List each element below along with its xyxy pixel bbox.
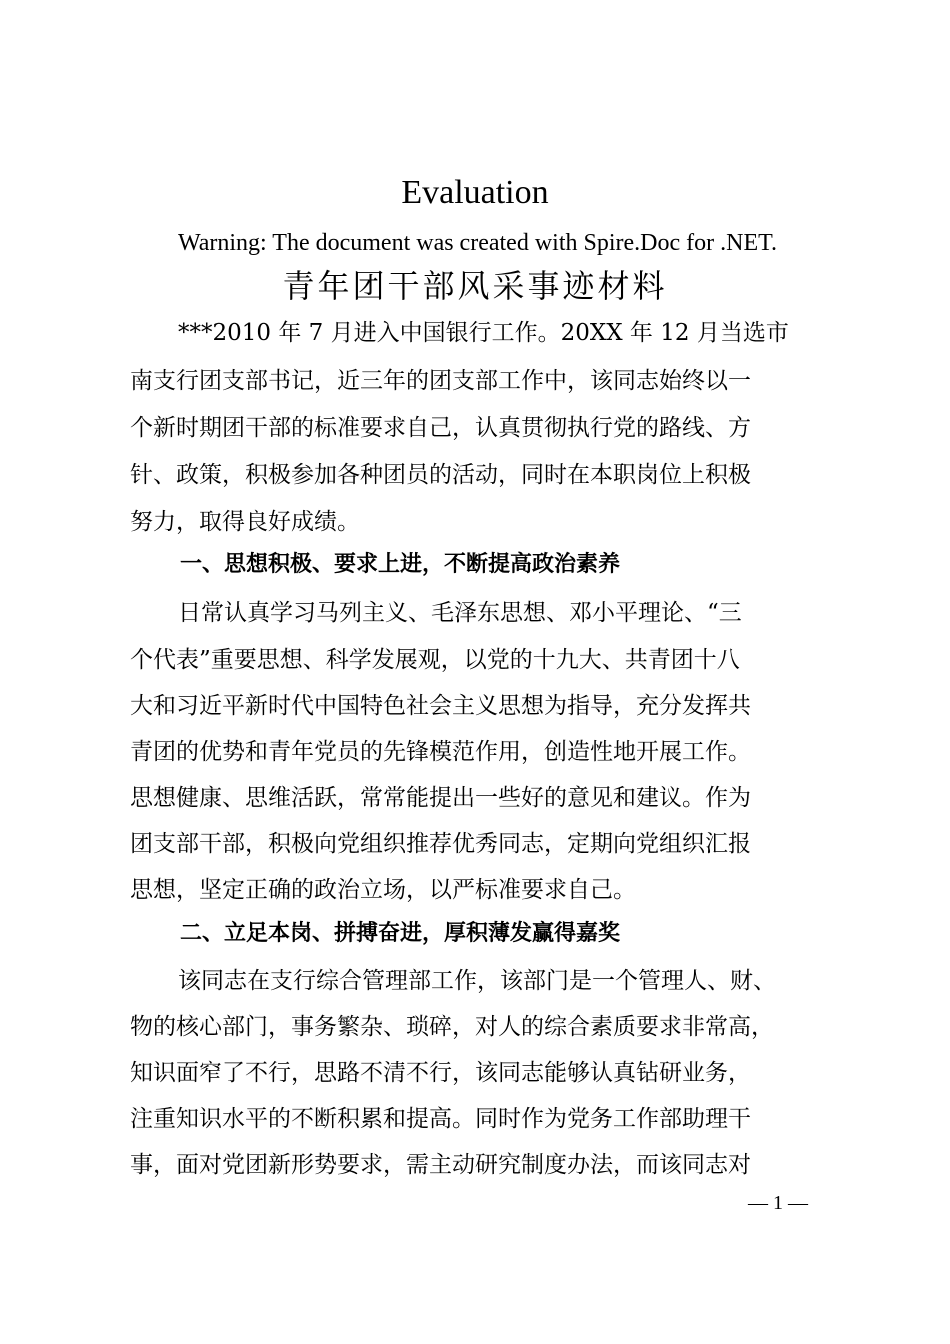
paragraph-line: 个新时期团干部的标准要求自己，认真贯彻执行党的路线、方 xyxy=(130,415,751,441)
paragraph-line: 针、政策，积极参加各种团员的活动，同时在本职岗位上积极 xyxy=(130,462,751,488)
paragraph-line: 知识面窄了不行，思路不清不行，该同志能够认真钻研业务， xyxy=(130,1060,751,1086)
paragraph-line: 事，面对党团新形势要求，需主动研究制度办法，而该同志对 xyxy=(130,1152,751,1178)
paragraph-line: 青团的优势和青年党员的先锋模范作用，创造性地开展工作。 xyxy=(130,739,751,765)
paragraph-line: 南支行团支部书记，近三年的团支部工作中，该同志始终以一 xyxy=(130,368,751,394)
paragraph-line: 注重知识水平的不断积累和提高。同时作为党务工作部助理干 xyxy=(130,1106,751,1132)
paragraph-line: 努力，取得良好成绩。 xyxy=(130,509,360,535)
paragraph-line: 日常认真学习马列主义、毛泽东思想、邓小平理论、“三 xyxy=(178,600,742,626)
watermark-title: Evaluation xyxy=(401,174,549,211)
paragraph-line: 思想，坚定正确的政治立场，以严标准要求自己。 xyxy=(130,877,636,903)
paragraph-line: 物的核心部门，事务繁杂、琐碎，对人的综合素质要求非常高， xyxy=(130,1014,774,1040)
watermark-warning: Warning: The document was created with Spire.Doc for .NET. xyxy=(178,230,777,256)
paragraph-line: 该同志在支行综合管理部工作，该部门是一个管理人、财、 xyxy=(178,968,776,994)
section-heading: 二、立足本岗、拼搏奋进，厚积薄发赢得嘉奖 xyxy=(180,921,621,946)
paragraph-line: 团支部干部，积极向党组织推荐优秀同志，定期向党组织汇报 xyxy=(130,831,751,857)
paragraph-line: ***2010 年 7 月进入中国银行工作。20XX 年 12 月当选市 xyxy=(178,320,789,346)
page-number: — 1 — xyxy=(748,1192,808,1214)
document-title: 青年团干部风采事迹材料 xyxy=(282,267,668,305)
paragraph-line: 大和习近平新时代中国特色社会主义思想为指导，充分发挥共 xyxy=(130,693,751,719)
paragraph-line: 思想健康、思维活跃，常常能提出一些好的意见和建议。作为 xyxy=(130,785,751,811)
paragraph-line: 个代表”重要思想、科学发展观，以党的十九大、共青团十八 xyxy=(130,647,740,673)
section-heading: 一、思想积极、要求上进，不断提高政治素养 xyxy=(180,552,621,577)
